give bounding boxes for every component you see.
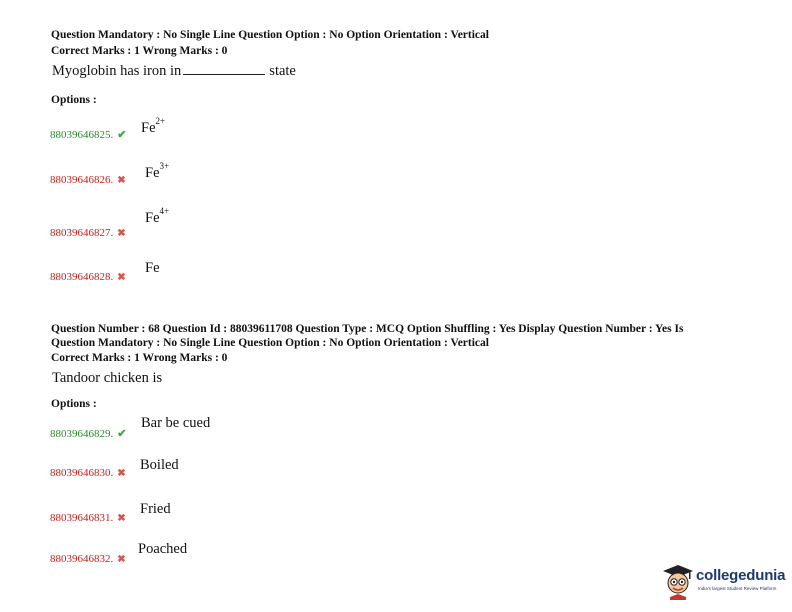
collegedunia-logo bbox=[662, 562, 786, 602]
q1-option-text-4 bbox=[145, 260, 160, 277]
option-id: 88039646827. bbox=[50, 227, 114, 239]
cross-icon: ✖ bbox=[117, 513, 126, 524]
option-id: 88039646826. bbox=[50, 174, 114, 186]
q1-option-id-2 bbox=[50, 174, 126, 186]
q2-meta-line-1: Question Number : 68 Question Id : 88039611708 Question Type : MCQ Option Shuffling : Yes Display Question Number : Yes Is bbox=[51, 323, 684, 335]
check-icon: ✔ bbox=[117, 428, 127, 440]
option-id: 88039646829. bbox=[50, 428, 114, 440]
q1-option-text-1 bbox=[141, 118, 165, 137]
q1-meta-line-1: Question Mandatory : No Single Line Question Option : No Option Orientation : Vertical bbox=[51, 29, 489, 41]
q2-option-text-1: Bar be cued bbox=[141, 415, 211, 431]
q2-option-text-2: Boiled bbox=[140, 457, 179, 473]
option-sup: 3+ bbox=[159, 161, 170, 171]
q1-option-id-3 bbox=[50, 227, 126, 239]
q2-option-id-4 bbox=[50, 553, 126, 565]
q2-meta-line-2: Question Mandatory : No Single Line Question Option : No Option Orientation : Vertical bbox=[51, 337, 489, 349]
cross-icon: ✖ bbox=[117, 554, 126, 565]
option-id: 88039646825. bbox=[50, 129, 114, 141]
q2-meta-line-3: Correct Marks : 1 Wrong Marks : 0 bbox=[51, 352, 228, 364]
option-base: Fe bbox=[141, 119, 156, 136]
q2-question-text: Tandoor chicken is bbox=[52, 370, 163, 386]
q1-option-text-3 bbox=[145, 208, 169, 227]
q2-option-id-2 bbox=[50, 467, 126, 479]
q2-option-id-3 bbox=[50, 512, 126, 524]
option-base: Fe bbox=[145, 209, 160, 226]
q1-text-before: Myoglobin has iron in bbox=[52, 63, 182, 79]
q1-options-label: Options : bbox=[51, 94, 97, 106]
option-base: Fe bbox=[145, 164, 160, 181]
q2-option-id-1 bbox=[50, 427, 126, 440]
cross-icon: ✖ bbox=[117, 175, 126, 186]
option-sup: 2+ bbox=[155, 116, 166, 126]
q1-option-id-1 bbox=[50, 128, 126, 141]
option-sup: 4+ bbox=[159, 206, 170, 216]
q2-option-text-3: Fried bbox=[140, 501, 171, 517]
answer-blank bbox=[183, 63, 265, 75]
check-icon: ✔ bbox=[117, 129, 127, 141]
option-base: Fe bbox=[145, 260, 160, 276]
option-id: 88039646832. bbox=[50, 553, 114, 565]
option-id: 88039646828. bbox=[50, 271, 114, 283]
logo-name: collegedunia bbox=[696, 567, 786, 584]
q2-options-label: Options : bbox=[51, 398, 97, 410]
cross-icon: ✖ bbox=[117, 228, 126, 239]
logo-tagline: India's largest Student Review Platform bbox=[698, 586, 777, 591]
q1-meta-line-2: Correct Marks : 1 Wrong Marks : 0 bbox=[51, 45, 228, 57]
q1-option-id-4 bbox=[50, 271, 126, 283]
q1-option-text-2 bbox=[145, 163, 169, 182]
option-id: 88039646831. bbox=[50, 512, 114, 524]
option-id: 88039646830. bbox=[50, 467, 114, 479]
cross-icon: ✖ bbox=[117, 272, 126, 283]
q2-option-text-4: Poached bbox=[138, 541, 188, 557]
q1-question-text bbox=[52, 63, 296, 80]
student-mascot-icon bbox=[662, 564, 694, 600]
cross-icon: ✖ bbox=[117, 468, 126, 479]
q1-text-after: state bbox=[269, 63, 296, 79]
